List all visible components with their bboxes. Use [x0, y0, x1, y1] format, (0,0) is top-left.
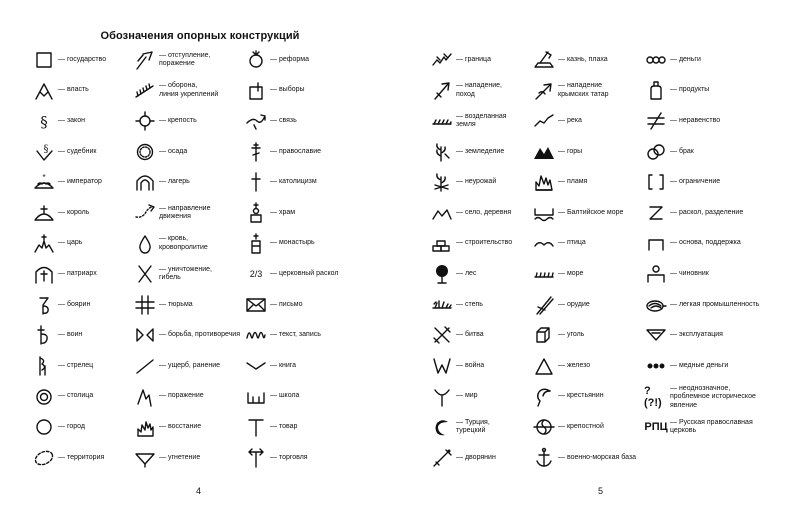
- legend-label: — море: [558, 269, 584, 277]
- legend-label: — восстание: [159, 422, 202, 430]
- svg-text:§: §: [40, 113, 48, 132]
- war-icon: [430, 354, 454, 378]
- legend-label: — нападение, поход: [456, 82, 502, 98]
- legend-item: [244, 79, 305, 103]
- legend-label: — император: [58, 178, 102, 186]
- legend-label: — деньги: [670, 55, 701, 63]
- temple-icon: [244, 201, 268, 225]
- legend-label: — закон: [58, 116, 85, 124]
- tsar-icon: [32, 232, 56, 256]
- legend-item: [644, 201, 743, 225]
- copper-money-icon: [644, 354, 668, 378]
- defeat-icon: [133, 385, 157, 409]
- legend-label: — направление движения: [159, 204, 211, 220]
- link-arrow-icon: [244, 109, 268, 133]
- steppe-icon: [430, 293, 454, 317]
- legend-item: [532, 140, 582, 164]
- anchor-icon: [532, 446, 556, 470]
- legend-item: [32, 170, 102, 194]
- cultivated-land-icon: [430, 109, 454, 133]
- svg-text:*: *: [42, 173, 46, 183]
- coal-cube-icon: [532, 323, 556, 347]
- legend-item: [532, 385, 604, 409]
- tree-icon: [430, 262, 454, 286]
- legend-item: [532, 446, 636, 470]
- book-chevron-icon: [244, 354, 268, 378]
- legend-item: [244, 170, 317, 194]
- legend-label: — борьба, противоречия: [159, 331, 240, 339]
- legend-label: — воин: [58, 331, 83, 339]
- legend-label: — католицизм: [270, 178, 317, 186]
- official-icon: [644, 262, 668, 286]
- legend-item: [133, 48, 210, 72]
- envelope-icon: [244, 293, 268, 317]
- section-check-icon: [32, 140, 56, 164]
- legend-label: — осада: [159, 147, 188, 155]
- legend-item: [532, 170, 587, 194]
- question-icon: [644, 385, 668, 409]
- legend-label: — степь: [456, 300, 483, 308]
- legend-item: [32, 201, 89, 225]
- legend-label: — пламя: [558, 178, 588, 186]
- legend-label: — медные деньги: [670, 361, 729, 369]
- legend-item: [430, 262, 476, 286]
- legend-item: [133, 415, 201, 439]
- battle-swords-icon: [430, 323, 454, 347]
- page-number: 5: [598, 486, 604, 496]
- uprising-flame-icon: [133, 415, 157, 439]
- legend-item: [133, 293, 193, 317]
- legend-item: [244, 446, 308, 470]
- legend-label: — лагерь: [159, 178, 190, 186]
- legend-item: [430, 293, 483, 317]
- dotted-arrow-icon: [133, 201, 157, 225]
- crescent-icon: [430, 415, 454, 439]
- legend-item: [644, 354, 728, 378]
- legend-label: — ущерб, ранение: [159, 361, 221, 369]
- legend-item: [244, 354, 296, 378]
- legend-item: [244, 323, 321, 347]
- legend-item: [133, 109, 197, 133]
- page-title: Обозначения опорных конструкций: [100, 30, 300, 42]
- legend-item: [532, 79, 609, 103]
- legend-label: — тюрьма: [159, 300, 193, 308]
- tool-icon: [532, 293, 556, 317]
- legend-label: — основа, поддержка: [670, 239, 741, 247]
- crop-failure-icon: [430, 170, 454, 194]
- legend-item: [644, 262, 709, 286]
- legend-label: — патриарх: [58, 269, 97, 277]
- legend-label: — строительство: [456, 239, 513, 247]
- z-split-icon: [644, 201, 668, 225]
- page-number: 4: [196, 486, 202, 496]
- legend-label: — царь: [58, 239, 83, 247]
- attack-arrow-icon: [430, 79, 454, 103]
- oppression-triangle-icon: [133, 446, 157, 470]
- double-circle-icon: [32, 385, 56, 409]
- legend-label: — кровь, кровопролитие: [159, 235, 208, 251]
- legend-label: — отступление, поражение: [159, 51, 211, 67]
- light-industry-icon: [644, 293, 668, 317]
- legend-label: — граница: [456, 55, 491, 63]
- border-icon: [430, 48, 454, 72]
- legend-label: — нападение крымских татар: [558, 82, 609, 98]
- legend-label: — поражение: [159, 392, 204, 400]
- legend-item: [32, 232, 82, 256]
- legend-label: — село, деревня: [456, 208, 512, 216]
- section-sign-icon: [32, 109, 56, 133]
- legend-label: — король: [58, 208, 90, 216]
- legend-label: — казнь, плаха: [558, 55, 608, 63]
- legend-item: [32, 293, 90, 317]
- struggle-icon: [133, 323, 157, 347]
- boyar-icon: [32, 293, 56, 317]
- legend-item: [430, 140, 504, 164]
- legend-item: [244, 109, 297, 133]
- legend-label: — орудие: [558, 300, 590, 308]
- symbol-text: 2/3: [249, 269, 263, 280]
- legend-label: — военно-морская база: [558, 453, 637, 461]
- legend-label: — государство: [58, 55, 107, 63]
- legend-item: [430, 79, 502, 103]
- legend-label: — Русская православная церковь: [670, 418, 753, 435]
- square-icon: [32, 48, 56, 72]
- warrior-icon: [32, 323, 56, 347]
- not-equal-icon: [644, 109, 668, 133]
- legend-item: [133, 323, 240, 347]
- legend-item: [32, 385, 93, 409]
- bird-icon: [532, 232, 556, 256]
- agriculture-icon: [430, 140, 454, 164]
- legend-label: — дворянин: [456, 453, 496, 461]
- reform-icon: [244, 48, 268, 72]
- orthodox-cross-icon: [244, 140, 268, 164]
- mountains-icon: [532, 140, 556, 164]
- legend-label: — уничтожение, гибель: [159, 265, 212, 282]
- legend-item: [32, 415, 85, 439]
- sea-icon: [532, 262, 556, 286]
- legend-label: — Турция, турецкий: [456, 418, 490, 435]
- legend-label: — монастырь: [270, 239, 315, 247]
- legend-label: — продукты: [670, 86, 710, 94]
- legend-label: — неравенство: [670, 116, 721, 124]
- legend-item: [532, 415, 604, 439]
- legend-label: — уголь: [558, 331, 585, 339]
- retreat-arrow-icon: [133, 48, 157, 72]
- legend-label: — связь: [270, 116, 297, 124]
- symbol-text: РПЦ: [644, 421, 668, 434]
- legend-item: [133, 140, 187, 164]
- legend-label: — неурожай: [456, 178, 497, 186]
- legend-label: — крепость: [159, 116, 197, 124]
- legend-item: [430, 48, 491, 72]
- legend-item: [244, 232, 315, 256]
- loops-icon: [244, 323, 268, 347]
- legend-label: — церковный раскол: [270, 269, 339, 277]
- legend-label: — лес: [456, 269, 477, 277]
- legend-item: [532, 232, 586, 256]
- defense-line-icon: [133, 79, 157, 103]
- peace-icon: [430, 385, 454, 409]
- sword-icon: [430, 446, 454, 470]
- legend-label: — книга: [270, 361, 297, 369]
- legend-item: [244, 140, 321, 164]
- right-page: [400, 0, 800, 520]
- execution-icon: [532, 48, 556, 72]
- legend-label: — угнетение: [159, 453, 201, 461]
- legend-label: — выборы: [270, 86, 305, 94]
- legend-label: — ограничение: [670, 178, 721, 186]
- legend-item: [644, 293, 759, 317]
- legend-item: [644, 323, 723, 347]
- legend-item: [133, 232, 208, 256]
- legend-item: [430, 323, 484, 347]
- crown-peak-icon: [32, 79, 56, 103]
- dashed-oval-icon: [32, 446, 56, 470]
- legend-item: [644, 140, 694, 164]
- legend-item: [430, 201, 511, 225]
- legend-item: [644, 170, 720, 194]
- legend-item: [32, 323, 82, 347]
- legend-label: — крестьянин: [558, 392, 604, 400]
- legend-label: — легкая промышленность: [670, 300, 760, 308]
- rpc-icon: [644, 415, 668, 439]
- monastery-icon: [244, 232, 268, 256]
- strelets-icon: [32, 354, 56, 378]
- legend-label: — железо: [558, 361, 591, 369]
- legend-item: [133, 446, 200, 470]
- village-icon: [430, 201, 454, 225]
- legend-label: — судебник: [58, 147, 97, 155]
- patriarch-icon: [32, 262, 56, 286]
- products-icon: [644, 79, 668, 103]
- catholic-cross-icon: [244, 170, 268, 194]
- legend-item: [32, 446, 104, 470]
- legend-label: — чиновник: [670, 269, 709, 277]
- brackets-icon: [644, 170, 668, 194]
- legend-label: — мир: [456, 392, 478, 400]
- legend-item: [133, 201, 211, 225]
- legend-item: [430, 109, 507, 133]
- legend-item: [244, 415, 297, 439]
- marriage-icon: [644, 140, 668, 164]
- legend-label: — война: [456, 361, 485, 369]
- legend-label: — реформа: [270, 55, 309, 63]
- legend-item: [32, 354, 93, 378]
- legend-item: [244, 293, 303, 317]
- school-icon: [244, 385, 268, 409]
- bricks-icon: [430, 232, 454, 256]
- legend-item: [133, 262, 212, 286]
- legend-item: [644, 79, 709, 103]
- money-icon: [644, 48, 668, 72]
- legend-item: [644, 48, 701, 72]
- grid-icon: [133, 293, 157, 317]
- legend-item: [32, 140, 96, 164]
- king-icon: [32, 201, 56, 225]
- trade-icon: [244, 446, 268, 470]
- sickle-icon: [532, 385, 556, 409]
- support-icon: [644, 232, 668, 256]
- legend-label: — эксплуатация: [670, 331, 723, 339]
- legend-item: [532, 48, 608, 72]
- legend-label: — стрелец: [58, 361, 94, 369]
- x-cross-icon: [133, 262, 157, 286]
- legend-label: — власть: [58, 86, 89, 94]
- legend-label: — земледелие: [456, 147, 505, 155]
- legend-item: [644, 385, 756, 411]
- tatar-attack-icon: [532, 79, 556, 103]
- legend-item: [244, 201, 295, 225]
- legend-item: [532, 354, 590, 378]
- schism-fraction-icon: [244, 262, 268, 286]
- legend-item: [244, 262, 338, 286]
- legend-item: [133, 385, 204, 409]
- legend-label: — оборона, линия укреплений: [159, 82, 219, 98]
- legend-label: — неоднозначное, проблемное историческое явление: [670, 384, 756, 409]
- legend-item: [532, 201, 623, 225]
- legend-label: — раскол, разделение: [670, 208, 744, 216]
- iron-triangle-icon: [532, 354, 556, 378]
- legend-item: [32, 48, 106, 72]
- legend-label: — православие: [270, 147, 322, 155]
- legend-item: [532, 262, 583, 286]
- legend-item: [430, 446, 496, 470]
- circle-icon: [32, 415, 56, 439]
- legend-item: [644, 109, 720, 133]
- legend-label: — возделанная земля: [456, 112, 507, 129]
- legend-item: [532, 293, 590, 317]
- legend-label: — брак: [670, 147, 694, 155]
- legend-item: [32, 262, 97, 286]
- svg-text:§: §: [43, 143, 49, 155]
- legend-label: — город: [58, 422, 85, 430]
- legend-item: [430, 415, 490, 439]
- legend-label: — школа: [270, 392, 300, 400]
- legend-label: — боярин: [58, 300, 91, 308]
- legend-label: — птица: [558, 239, 586, 247]
- legend-item: [133, 79, 218, 103]
- legend-label: — крепостной: [558, 422, 604, 430]
- legend-item: [32, 109, 85, 133]
- legend-label: — битва: [456, 331, 484, 339]
- camp-icon: [133, 170, 157, 194]
- legend-item: [430, 170, 496, 194]
- fortress-icon: [133, 109, 157, 133]
- legend-label: — текст, запись: [270, 331, 321, 339]
- symbol-text: ?(?!): [644, 385, 662, 410]
- legend-item: [244, 48, 309, 72]
- legend-item: [430, 385, 478, 409]
- legend-label: — товар: [270, 422, 298, 430]
- legend-item: [133, 170, 190, 194]
- legend-label: — письмо: [270, 300, 303, 308]
- goods-t-icon: [244, 415, 268, 439]
- exploitation-icon: [644, 323, 668, 347]
- legend-item: [644, 232, 741, 256]
- flame-icon: [532, 170, 556, 194]
- legend-item: [532, 323, 584, 347]
- river-icon: [532, 109, 556, 133]
- ballot-icon: [244, 79, 268, 103]
- legend-label: — столица: [58, 392, 94, 400]
- legend-item: [430, 232, 512, 256]
- serf-icon: [532, 415, 556, 439]
- legend-item: [244, 385, 299, 409]
- legend-label: — храм: [270, 208, 296, 216]
- legend-label: — река: [558, 116, 582, 124]
- legend-label: — территория: [58, 453, 105, 461]
- legend-item: [133, 354, 220, 378]
- legend-item: [532, 109, 582, 133]
- slash-icon: [133, 354, 157, 378]
- emperor-icon: [32, 170, 56, 194]
- legend-label: — торговля: [270, 453, 308, 461]
- baltic-sea-icon: [532, 201, 556, 225]
- legend-label: — Балтийское море: [558, 208, 624, 216]
- legend-item: [32, 79, 89, 103]
- blood-drop-icon: [133, 232, 157, 256]
- legend-item: [644, 415, 753, 439]
- legend-item: [430, 354, 484, 378]
- legend-label: — горы: [558, 147, 583, 155]
- siege-icon: [133, 140, 157, 164]
